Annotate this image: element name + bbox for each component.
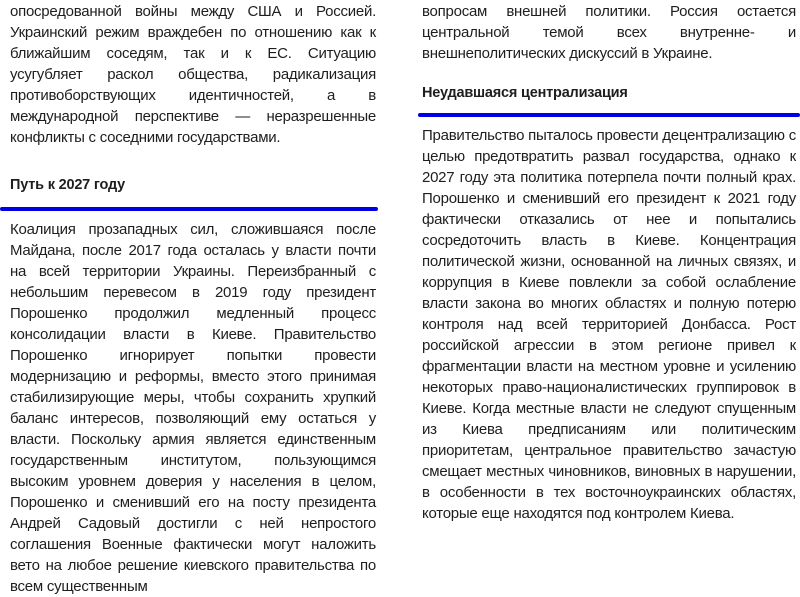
section-accent-rule [418, 113, 800, 117]
intro-paragraph: опосредованной войны между США и Россией. Украинский режим враждебен по отношению как к ближайшим соседям, так и к ЕС. Ситуацию усугубляет раскол общества, радикализация противоборствующих идентичностей, а в международной перспективе — неразрешенные конфликты с соседними государствами. [10, 3, 376, 146]
section-paragraph: Правительство пыталось провести децентрализацию с целью предотвратить развал государства, однако к 2027 году эта политика потерпела почти полный крах. Порошенко и сменивший его президент к 2021 году фактически отказались от нее и попытались сосредоточить власть в Киеве. Концентрация политической жизни, основанной на личных связях, и коррупция в Киеве повлекли за собой ослабление власти закона во многих областях и полную потерю контроля над всей территорией Донбасса. Рост российской агрессии в этом регионе привел к фрагментации власти на местном уровне и усилению некоторых право-националистических группировок в Киеве. Когда местные власти не следуют спущенным из Киева предписаниям или политическим приоритетам, центральное правительство зачастую смещает местных чиновников, виновных в нарушении, в особенности в тех восточноукраинских областях, которые еще находятся под контролем Киева. [422, 127, 796, 522]
section-paragraph: Коалиция прозападных сил, сложившаяся после Майдана, после 2017 года осталась у власти почти на всей территории Украины. Переизбранный с небольшим перевесом в 2019 году президент Порошенко продолжил медленный процесс консолидации власти в Киеве. Правительство Порошенко игнорирует попытки провести модернизацию и реформы, вместо этого принимая стабилизирующие меры, чтобы сохранить хрупкий баланс интересов, позволяющий ему остаться у власти. Поскольку армия является единственным государственным институтом, пользующимся высоким уровнем доверия у населения в целом, Порошенко и сменивший его на посту президента Андрей Садовый достигли с ней непростого соглашения Военные фактически могут наложить вето на любое решение киевского правительства по всем существенным [10, 221, 376, 595]
right-column [418, 0, 800, 524]
section-heading-path-to-2027: Путь к 2027 году [10, 177, 126, 193]
left-column [0, 0, 378, 597]
section-accent-rule [0, 207, 378, 211]
section-heading-failed-centralization: Неудавшаяся централизация [422, 85, 628, 101]
intro-paragraph: вопросам внешней политики. Россия остается центральной темой всех внутренне- и внешнеполитических дискуссий в Украине. [422, 3, 796, 62]
